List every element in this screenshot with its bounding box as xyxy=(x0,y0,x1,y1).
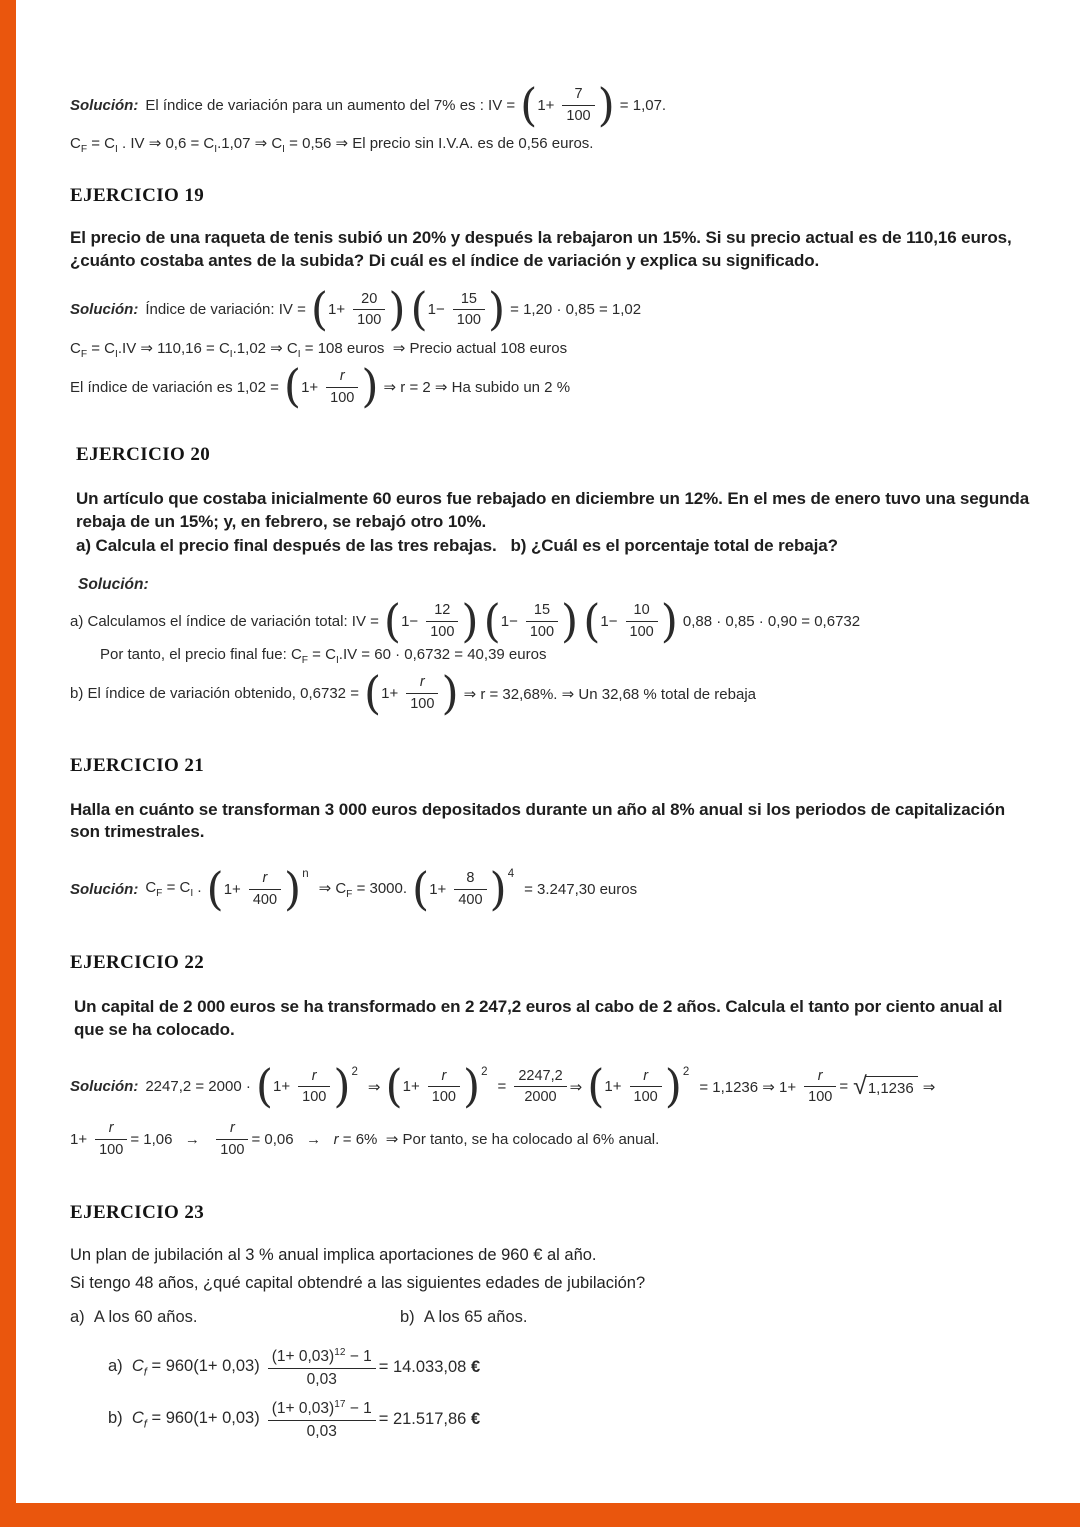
exercise-20-solution-line-a2 xyxy=(100,646,1036,666)
fraction xyxy=(562,86,594,124)
exercise-22-solution-line-2 xyxy=(70,1120,1036,1158)
math-text: ⇒ $C_F = 3000$. xyxy=(318,879,408,900)
fraction-denominator: 400 xyxy=(252,891,278,908)
paren-group xyxy=(483,595,579,648)
exercise-20-solution-line-a xyxy=(70,595,1036,648)
solution-label: Solución: xyxy=(70,1078,139,1096)
fraction xyxy=(526,602,558,640)
close-paren: ) xyxy=(664,1060,682,1113)
fraction-numerator: r xyxy=(804,1068,836,1088)
exercise-21-solution-line xyxy=(70,863,1036,916)
fraction-denominator: 0,03 xyxy=(306,1371,337,1389)
open-paren: ( xyxy=(520,79,538,132)
fraction-denominator: 100 xyxy=(99,1141,124,1158)
fraction-denominator: 100 xyxy=(330,389,355,406)
exercise-23-section xyxy=(70,1202,1036,1440)
fraction-numerator: 10 xyxy=(626,602,658,622)
math-text: $C_F = C_I$ . IV ⇒ $0,6 = C_I.1,07$ ⇒ $C_I = 0,56$ ⇒ El precio sin I.V.A. es de 0,56 euros. xyxy=(70,135,594,156)
fraction xyxy=(804,1068,836,1106)
math-text: $C_F = C_I.IV$ ⇒ $110,16 = C_I.1,02$ ⇒ $C_I = 108$ euros ⇒ Precio actual 108 euros xyxy=(70,339,568,360)
math-text: = 3.247,30 euros xyxy=(524,880,638,898)
fraction xyxy=(268,1347,376,1389)
fraction-denominator: 100 xyxy=(529,623,555,640)
open-paren: ( xyxy=(587,1060,605,1113)
math-text: = 21.517,86 € xyxy=(378,1410,481,1429)
fraction xyxy=(268,1399,376,1441)
fraction-numerator: $(1+ 0,03)^{17} - 1$ xyxy=(268,1399,376,1421)
fraction-denominator: 100 xyxy=(566,107,591,124)
exercise-22-statement: Un capital de 2 000 euros se ha transformado en 2 247,2 euros al cabo de 2 años. Calcula el tanto por ciento anual al que se ha colocado. xyxy=(74,997,1003,1039)
math-text: = 0,06 → r = 6% ⇒ Por tanto, se ha colocado al 6% anual. xyxy=(251,1131,660,1149)
math-text: 1+ xyxy=(604,1078,622,1096)
fraction xyxy=(249,870,281,908)
paren-group xyxy=(412,863,519,916)
group-exponent: 2 xyxy=(481,1065,488,1078)
math-text: Índice de variación: IV = xyxy=(145,301,306,319)
group-exponent: n xyxy=(302,867,309,880)
exercise-20-section xyxy=(70,444,1036,720)
open-paren: ( xyxy=(255,1060,274,1113)
exercise-19-title: EJERCICIO 19 xyxy=(70,185,205,207)
page-content xyxy=(70,80,1036,1441)
open-paren: ( xyxy=(412,863,430,916)
fraction-numerator: r xyxy=(326,368,358,388)
exercise-19-section xyxy=(70,185,1036,413)
fraction-denominator: 2000 xyxy=(524,1089,557,1106)
exercise-20-solution-label-line xyxy=(78,576,1036,594)
fraction-numerator: $(1+ 0,03)^{12} - 1$ xyxy=(268,1347,376,1369)
paren-group xyxy=(587,1060,694,1113)
fraction-numerator: r xyxy=(216,1120,248,1140)
paren-group xyxy=(310,283,406,336)
close-paren: ) xyxy=(284,863,302,916)
math-text: 1+ xyxy=(537,96,555,114)
math-text: 2247,2 = 2000 · xyxy=(145,1078,251,1096)
exercise-20-statement-ab: a) Calcula el precio final después de las tres rebajas. b) ¿Cuál es el porcentaje total de rebaja? xyxy=(76,536,838,556)
solution-label: Solución: xyxy=(70,96,139,114)
close-paren: ) xyxy=(489,863,507,916)
close-paren: ) xyxy=(660,595,678,648)
paren-group xyxy=(410,283,506,336)
intro-solution-line-2 xyxy=(70,134,1036,155)
exercise-21-section xyxy=(70,754,1036,916)
fraction xyxy=(514,1068,566,1106)
fraction-numerator: r xyxy=(406,674,438,694)
math-text: 1+ xyxy=(70,1130,88,1148)
fraction-denominator: 100 xyxy=(456,312,481,329)
fraction-numerator: 12 xyxy=(426,602,458,622)
open-paren: ( xyxy=(583,595,601,648)
math-text: = 1,07. xyxy=(619,96,667,114)
square-root xyxy=(853,1074,918,1099)
fraction-numerator: 20 xyxy=(353,291,385,311)
math-text: 1+ xyxy=(273,1078,291,1096)
fraction xyxy=(406,674,438,712)
left-accent-bar xyxy=(0,0,16,1527)
open-paren: ( xyxy=(385,1060,403,1113)
group-exponent: 2 xyxy=(351,1065,358,1078)
fraction xyxy=(216,1120,248,1158)
paren-group xyxy=(255,1060,363,1113)
radicand: 1,1236 xyxy=(866,1076,918,1097)
fraction xyxy=(428,1068,460,1106)
fraction xyxy=(453,291,485,329)
math-text: a) Calculamos el índice de variación total: IV = xyxy=(70,612,379,630)
open-paren: ( xyxy=(206,863,224,916)
fraction xyxy=(353,291,385,329)
close-paren: ) xyxy=(462,1060,481,1113)
exercise-20-title: EJERCICIO 20 xyxy=(76,444,211,466)
exercise-23-options-row xyxy=(70,1308,1036,1327)
math-text: 1+ xyxy=(429,880,447,898)
fraction-denominator: 0,03 xyxy=(306,1422,337,1440)
math-text: 1− xyxy=(401,612,419,630)
close-paren: ) xyxy=(461,595,479,648)
exercise-19-solution-line-1 xyxy=(70,283,1036,336)
bottom-accent-bar xyxy=(0,1503,1080,1527)
fraction-numerator: 15 xyxy=(526,602,558,622)
close-paren: ) xyxy=(388,283,406,336)
math-text: 1+ xyxy=(402,1078,420,1096)
fraction-numerator: 8 xyxy=(454,870,486,890)
math-text: 1− xyxy=(500,612,518,630)
fraction-denominator: 100 xyxy=(220,1141,245,1158)
exercise-21-statement: Halla en cuánto se transforman 3 000 euros depositados durante un año al 8% anual si los periodos de capitalización son trimestrales. xyxy=(70,799,1006,842)
math-text: ⇒ r = 2 ⇒ Ha subido un 2 % xyxy=(383,379,571,397)
paren-group xyxy=(583,595,678,648)
math-text: a) $C_f = 960(1+ 0,03)$ xyxy=(108,1357,260,1379)
exercise-19-solution-line-3 xyxy=(70,360,1036,413)
exercise-23-formula-b xyxy=(108,1399,1036,1441)
paren-group xyxy=(363,667,459,720)
fraction xyxy=(630,1068,662,1106)
close-paren: ) xyxy=(597,79,615,132)
intro-solution-line-1 xyxy=(70,79,1036,132)
close-paren: ) xyxy=(333,1060,351,1113)
fraction-numerator: r xyxy=(298,1068,330,1088)
math-text: = xyxy=(497,1078,507,1096)
math-text: $C_F = C_I$ . xyxy=(145,879,202,900)
fraction-denominator: 100 xyxy=(430,623,455,640)
fraction-numerator: r xyxy=(95,1120,127,1140)
math-text: El índice de variación es 1,02 = xyxy=(70,378,279,396)
math-text: b) $C_f = 960(1+ 0,03)$ xyxy=(108,1409,260,1431)
math-text: 1− xyxy=(600,612,618,630)
fraction-denominator: 100 xyxy=(431,1089,456,1106)
close-paren: ) xyxy=(441,667,459,720)
exercise-19-statement: El precio de una raqueta de tenis subió un 20% y después la rebajaron un 15%. Si su precio actual es de 110,16 euros, ¿cuánto costaba antes de la subida? Di cuál es el índice de variación y explica su significado. xyxy=(70,228,1012,270)
fraction xyxy=(95,1120,127,1158)
open-paren: ( xyxy=(363,667,382,720)
paren-group xyxy=(383,595,479,648)
math-text: 1+ xyxy=(223,880,241,898)
fraction xyxy=(454,870,486,908)
math-text: = 1,20 · 0,85 = 1,02 xyxy=(510,301,642,319)
close-paren: ) xyxy=(487,283,506,336)
fraction-numerator: r xyxy=(630,1068,662,1088)
group-exponent: 4 xyxy=(507,867,515,880)
fraction-numerator: r xyxy=(428,1068,460,1088)
exercise-22-solution-line-1 xyxy=(70,1060,1036,1113)
math-text: Por tanto, el precio final fue: $C_F = C_I.IV = 60 \cdot 0,6732 = 40,39$ euros xyxy=(100,646,547,667)
fraction xyxy=(298,1068,330,1106)
exercise-23-statement-1: Un plan de jubilación al 3 % anual implica aportaciones de 960 € al año. xyxy=(70,1246,597,1265)
exercise-21-title: EJERCICIO 21 xyxy=(70,754,205,776)
exercise-20-solution-line-b xyxy=(70,667,1036,720)
math-text: ⇒ xyxy=(569,1078,583,1096)
exercise-22-title: EJERCICIO 22 xyxy=(70,952,205,974)
solution-label: Solución: xyxy=(70,880,139,898)
fraction-numerator: 7 xyxy=(562,86,594,106)
fraction-denominator: 100 xyxy=(633,1089,658,1106)
math-text: 1+ xyxy=(301,378,319,396)
fraction-denominator: 100 xyxy=(357,312,382,329)
fraction-numerator: 2247,2 xyxy=(514,1068,566,1088)
exercise-23-title: EJERCICIO 23 xyxy=(70,1202,205,1224)
fraction-denominator: 100 xyxy=(410,696,435,713)
paren-group xyxy=(206,863,314,916)
exercise-19-solution-line-2 xyxy=(70,339,1036,360)
paren-group xyxy=(283,360,379,413)
open-paren: ( xyxy=(310,283,329,336)
math-text: ⇒ xyxy=(922,1078,936,1096)
solution-label: Solución: xyxy=(70,301,139,319)
math-text: El índice de variación para un aumento del 7% es : IV = xyxy=(145,96,516,114)
option-b-label: b) A los 65 años. xyxy=(400,1308,528,1327)
exercise-22-section xyxy=(70,952,1036,1158)
close-paren: ) xyxy=(561,595,579,648)
math-text: 1+ xyxy=(381,685,399,703)
math-text: = 14.033,08 € xyxy=(378,1358,481,1377)
intro-solution-section xyxy=(70,79,1036,156)
fraction xyxy=(426,602,458,640)
math-text: b) El índice de variación obtenido, 0,6732 = xyxy=(70,685,359,703)
fraction-denominator: 100 xyxy=(302,1089,327,1106)
exercise-20-statement: Un artículo que costaba inicialmente 60 euros fue rebajado en diciembre un 12%. En el mes de enero tuvo una segunda rebaja de un 15%; y, en febrero, se rebajó otro 10%. xyxy=(76,489,1030,531)
math-text: 0,88 · 0,85 · 0,90 = 0,6732 xyxy=(682,612,861,630)
radical-sign: √ xyxy=(853,1072,867,1101)
math-text: ⇒ xyxy=(367,1078,381,1096)
open-paren: ( xyxy=(410,283,428,336)
math-text: 1+ xyxy=(328,301,346,319)
fraction-denominator: 400 xyxy=(458,891,483,908)
open-paren: ( xyxy=(383,595,402,648)
open-paren: ( xyxy=(283,360,302,413)
exercise-23-statement-2: Si tengo 48 años, ¿qué capital obtendré a las siguientes edades de jubilación? xyxy=(70,1274,646,1293)
paren-group xyxy=(385,1060,492,1113)
option-a-label: a) A los 60 años. xyxy=(70,1308,198,1327)
fraction-numerator: 15 xyxy=(453,291,485,311)
fraction-numerator: r xyxy=(249,870,281,890)
fraction-denominator: 100 xyxy=(808,1089,833,1106)
fraction xyxy=(626,602,658,640)
group-exponent: 2 xyxy=(682,1065,690,1078)
math-text: ⇒ r = 32,68%. ⇒ Un 32,68 % total de rebaja xyxy=(463,685,756,703)
solution-label: Solución: xyxy=(78,576,149,594)
paren-group xyxy=(520,79,615,132)
math-text: = 1,1236 ⇒ 1+ xyxy=(699,1078,797,1096)
fraction xyxy=(326,368,358,406)
close-paren: ) xyxy=(361,360,379,413)
exercise-23-formula-a xyxy=(108,1347,1036,1389)
math-text: = 1,06 → xyxy=(130,1130,209,1148)
math-text: 1− xyxy=(427,301,445,319)
fraction-denominator: 100 xyxy=(629,623,654,640)
open-paren: ( xyxy=(483,595,501,648)
math-text: = xyxy=(839,1078,849,1096)
